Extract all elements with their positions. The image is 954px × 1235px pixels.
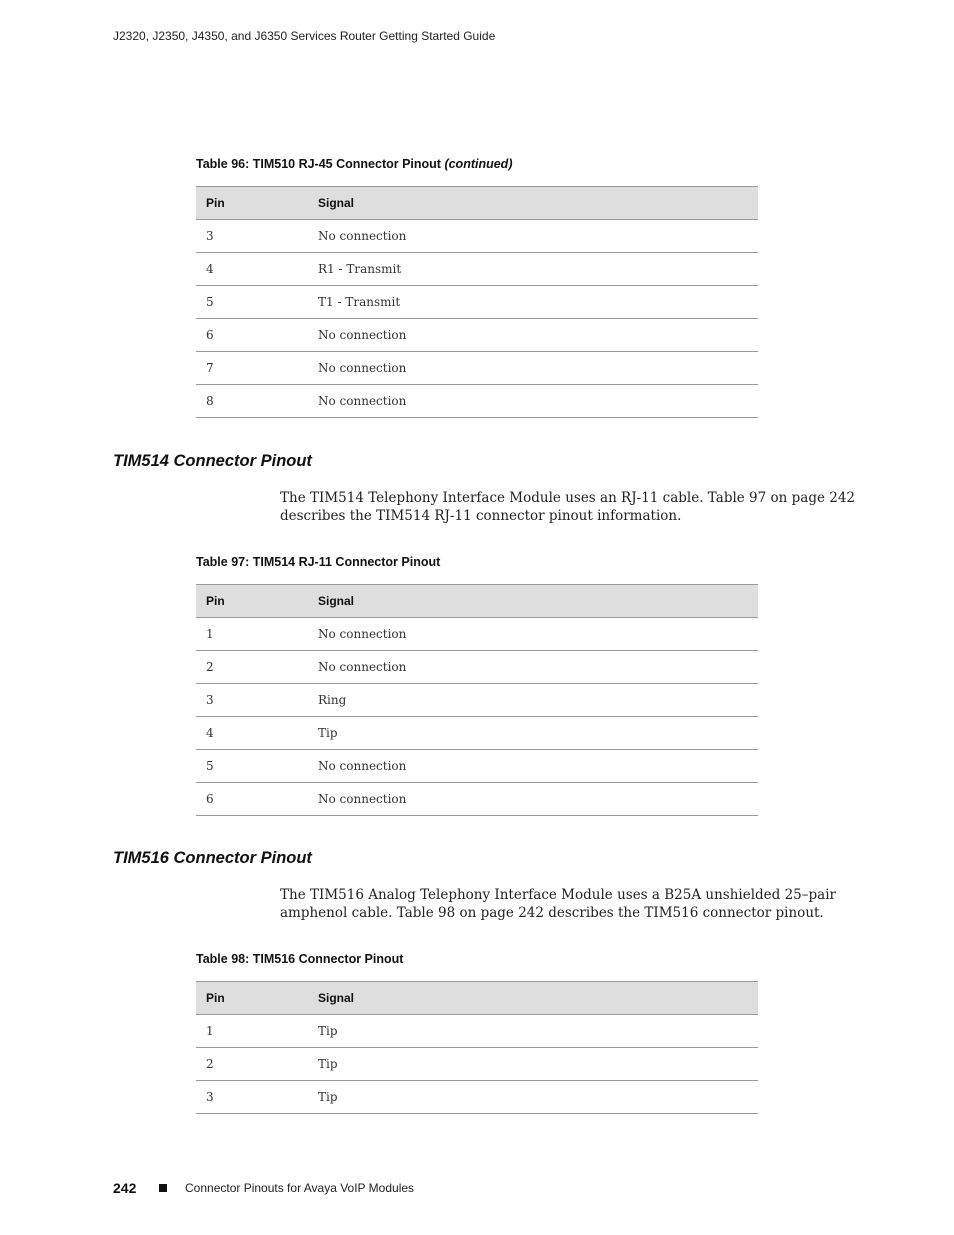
column-header-signal: Signal [308,982,758,1015]
signal-cell: T1 - Transmit [308,286,758,319]
signal-cell: No connection [308,651,758,684]
tim514-heading: TIM514 Connector Pinout [113,452,312,470]
page-number: 242 [113,1180,137,1196]
pin-cell: 7 [196,352,308,385]
table-row [196,1081,758,1114]
table-97-body [196,618,758,816]
table-header-row [196,982,758,1015]
table-96-caption-text: Table 96: TIM510 RJ-45 Connector Pinout [196,157,441,171]
table-row [196,286,758,319]
running-header: J2320, J2350, J4350, and J6350 Services Router Getting Started Guide [113,29,496,43]
table-row [196,684,758,717]
pin-cell: 3 [196,1081,308,1114]
pin-cell: 3 [196,220,308,253]
table-97-caption: Table 97: TIM514 RJ-11 Connector Pinout [196,555,441,569]
column-header-signal: Signal [308,187,758,220]
pin-cell: 1 [196,618,308,651]
table-97 [196,584,758,816]
pin-cell: 6 [196,319,308,352]
column-header-signal: Signal [308,585,758,618]
signal-cell: Ring [308,684,758,717]
pin-cell: 6 [196,783,308,816]
pin-cell: 4 [196,717,308,750]
table-row [196,385,758,418]
table-row [196,253,758,286]
signal-cell: No connection [308,618,758,651]
tim514-paragraph: The TIM514 Telephony Interface Module uses an RJ-11 cable. Table 97 on page 242 describes the TIM514 RJ-11 connector pinout information. [280,490,856,524]
pin-cell: 8 [196,385,308,418]
table-98 [196,981,758,1114]
signal-cell: No connection [308,783,758,816]
table-row [196,352,758,385]
table-row [196,618,758,651]
column-header-pin: Pin [196,187,308,220]
table-row [196,750,758,783]
signal-cell: No connection [308,220,758,253]
table-row [196,717,758,750]
table-96-caption-continued: (continued) [444,157,513,171]
table-row [196,783,758,816]
table-row [196,220,758,253]
signal-cell: Tip [308,1048,758,1081]
signal-cell: R1 - Transmit [308,253,758,286]
signal-cell: No connection [308,319,758,352]
pin-cell: 5 [196,750,308,783]
signal-cell: Tip [308,717,758,750]
tim516-heading: TIM516 Connector Pinout [113,849,312,867]
table-row [196,651,758,684]
pin-cell: 4 [196,253,308,286]
table-header-row [196,187,758,220]
table-96 [196,186,758,418]
pin-cell: 5 [196,286,308,319]
bullet-square-icon [159,1184,167,1192]
footer-chapter-title: Connector Pinouts for Avaya VoIP Modules [185,1181,415,1195]
tim516-paragraph: The TIM516 Analog Telephony Interface Module uses a B25A unshielded 25–pair amphenol cable. Table 98 on page 242 describes the TIM516 connector pinout. [280,887,836,921]
table-row [196,1015,758,1048]
column-header-pin: Pin [196,585,308,618]
signal-cell: No connection [308,750,758,783]
pin-cell: 3 [196,684,308,717]
table-98-body [196,1015,758,1114]
column-header-pin: Pin [196,982,308,1015]
signal-cell: Tip [308,1081,758,1114]
signal-cell: No connection [308,385,758,418]
pin-cell: 2 [196,651,308,684]
table-row [196,1048,758,1081]
pin-cell: 2 [196,1048,308,1081]
signal-cell: No connection [308,352,758,385]
table-96-body [196,220,758,418]
table-98-caption: Table 98: TIM516 Connector Pinout [196,952,404,966]
table-header-row [196,585,758,618]
pin-cell: 1 [196,1015,308,1048]
signal-cell: Tip [308,1015,758,1048]
table-96-caption [196,156,512,172]
table-row [196,319,758,352]
